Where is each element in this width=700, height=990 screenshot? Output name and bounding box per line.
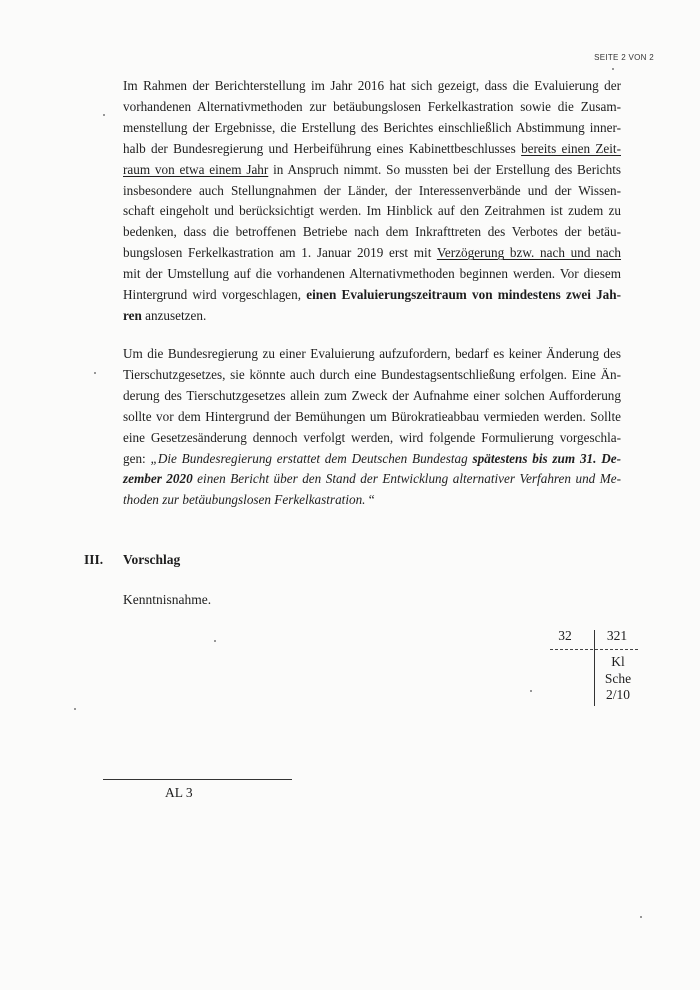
routing-stack-line: Kl [611,654,625,669]
text-line [123,449,621,470]
text-run: Tierschutzgesetzes, sie könnte auch durch eine Bundestagsentschließung erfolgen. Eine Än- [123,366,621,382]
routing-divider-vertical [594,630,595,706]
paragraph-evaluation-timeframe [123,76,621,327]
text-line [123,469,621,490]
scan-speck [94,372,96,374]
text-run: sollte vor dem Hintergrund der Bemühungen um Bürokratieabbau vermieden werden. Sollte [123,408,621,424]
text-run: gen: [123,450,151,466]
text-run: anzusetzen. [141,307,207,323]
page-number: SEITE 2 VON 2 [594,53,654,62]
text-run: bedenken, dass die betroffenen Betriebe nach dem Inkrafttreten des Verbotes der betäu- [123,224,621,240]
text-line [123,386,621,407]
text-line [123,264,621,285]
text-run: „Die Bundesregierung erstattet dem Deutschen Bundestag [150,450,473,466]
text-run: in Anspruch nimmt. So mussten bei der Erstellung des Berichts [268,161,621,177]
section-body: Kenntnisnahme. [123,592,212,607]
signature-name: AL 3 [165,785,193,800]
text-line [123,365,621,386]
scan-speck [103,114,105,116]
text-run: bereits einen Zeit- [521,140,621,156]
text-line [123,181,621,202]
text-line [123,306,621,327]
text-run: spätestens bis zum 31. De- [472,450,621,466]
text-line [123,118,621,139]
routing-right-number: 321 [606,628,628,643]
text-run: thoden zur betäubungslosen Ferkelkastration. [123,492,366,508]
text-run: vorhandenen Alternativmethoden zur betäubungslosen Ferkelkastration sowie die Zusam- [123,98,621,114]
text-run: “ [365,492,375,508]
text-line [123,139,621,160]
text-run: zember 2020 [123,471,193,487]
text-run: bungslosen Ferkelkastration am 1. Januar 2019 erst mit [123,245,437,261]
routing-stack-line: Sche [604,670,632,686]
text-run: einen Evaluierungszeitraum von mindestens zwei Jah- [306,287,621,303]
text-run: einen Bericht über den Stand der Entwicklung alternativer Verfahren und Me- [192,471,621,487]
text-run: mit der Umstellung auf die vorhandenen Alternativmethoden beginnen werden. Vor diesem [123,266,621,282]
text-line [123,407,621,428]
routing-left-number: 32 [558,628,572,643]
scan-speck [530,690,532,692]
text-line [123,222,621,243]
paragraph-legal-form [123,344,621,511]
text-run: Um die Bundesregierung zu einer Evaluierung aufzufordern, bedarf es keiner Änderung des [123,346,621,361]
text-run: Im Rahmen der Berichterstellung im Jahr 2016 hat sich gezeigt, dass die Evaluierung der [123,78,621,93]
text-run: halb der Bundesregierung und Herbeiführung eines Kabinettbeschlusses [123,140,522,156]
text-run: Verzögerung bzw. nach und nach [436,245,622,261]
routing-divider-horizontal [550,649,638,650]
scan-speck [74,708,76,710]
scan-speck [640,916,642,918]
text-line [123,201,621,222]
text-run: eine Gesetzesänderung dennoch verfolgt werden, wird folgende Formulierung vorgeschla- [123,429,621,445]
text-run: raum von etwa einem Jahr [123,161,269,177]
text-run: ren [123,307,142,323]
text-line [123,428,621,449]
text-line [123,243,621,264]
section-number: III. [84,552,104,567]
text-line [123,490,621,511]
routing-stack [598,654,638,704]
signature-line [103,779,292,780]
section-heading [84,552,180,568]
text-run: derung des Tierschutzgesetzes allein zum Zweck der Aufnahme einer solchen Aufforderung [123,387,621,403]
routing-stack-line: 2/10 [605,687,630,702]
text-line [123,285,621,306]
text-line [123,76,621,97]
scan-speck [214,640,216,642]
section-title: Vorschlag [123,552,181,567]
text-run: menstellung der Ergebnisse, die Erstellung des Berichtes einschließlich Abstimmung inner- [123,119,621,135]
text-run: Hintergrund wird vorgeschlagen, [123,287,307,303]
scan-speck [612,68,614,70]
text-line [123,344,621,365]
text-run: schaft eingeholt und berücksichtigt werden. Im Hinblick auf den Zeitrahmen ist zudem zu [123,203,621,219]
routing-stamp [538,628,638,708]
text-line [123,160,621,181]
text-line [123,97,621,118]
text-run: insbesondere auch Stellungnahmen der Länder, der Interessenverbände und der Wissen- [123,182,621,198]
